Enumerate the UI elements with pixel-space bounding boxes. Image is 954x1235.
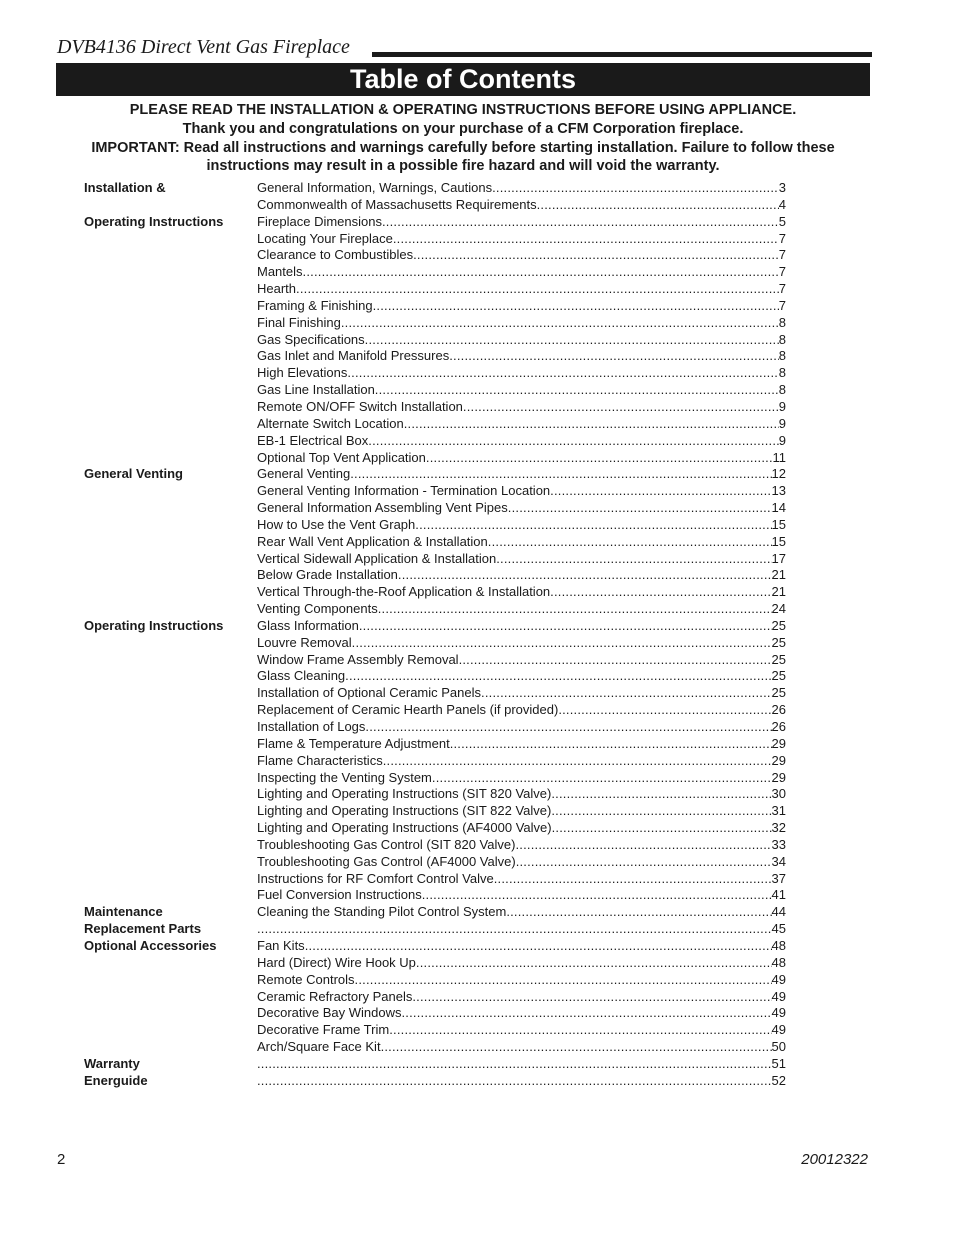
toc-entry — [257, 584, 786, 601]
toc-entry — [257, 298, 786, 315]
toc-page-number: 15 — [771, 533, 786, 549]
toc-entry — [257, 500, 786, 517]
toc-section-label: Installation & — [84, 180, 166, 195]
toc-entry — [257, 247, 786, 264]
toc-row — [84, 1039, 786, 1056]
toc-dot-leader — [365, 332, 779, 349]
toc-dot-leader — [347, 365, 778, 382]
toc-page-number: 32 — [771, 820, 786, 836]
toc-entry — [257, 466, 786, 483]
toc-dot-leader — [352, 635, 772, 652]
toc-dot-leader — [515, 837, 771, 854]
toc-row — [84, 921, 786, 938]
toc-section-label: Maintenance — [84, 904, 163, 920]
header-rule — [372, 52, 872, 57]
toc-page-number: 11 — [772, 449, 786, 465]
toc-list — [84, 180, 786, 1090]
toc-row — [84, 433, 786, 450]
toc-entry — [257, 786, 786, 803]
toc-row — [84, 332, 786, 349]
toc-page-number: 26 — [771, 719, 786, 734]
toc-row — [84, 753, 786, 770]
toc-entry-title: How to Use the Vent Graph — [257, 516, 416, 532]
toc-dot-leader — [296, 281, 779, 298]
toc-dot-leader — [508, 500, 772, 517]
toc-section-label: Operating Instructions — [84, 617, 224, 633]
toc-row — [84, 736, 786, 753]
toc-dot-leader — [463, 399, 779, 416]
toc-dot-leader — [516, 854, 772, 871]
toc-row — [84, 382, 786, 399]
toc-page-number: 7 — [778, 247, 786, 263]
toc-entry-title: Fireplace Dimensions — [257, 213, 382, 229]
toc-entry — [257, 231, 786, 248]
toc-entry-title: Remote ON/OFF Switch Installation — [257, 398, 463, 414]
toc-page-number: 41 — [771, 887, 786, 903]
toc-page-number: 8 — [778, 331, 786, 347]
toc-dot-leader — [432, 770, 772, 787]
toc-page-number: 25 — [771, 651, 786, 667]
toc-dot-leader — [415, 517, 771, 534]
intro-line-2: Thank you and congratulations on your purchase of a CFM Corporation fireplace. — [182, 120, 744, 137]
toc-page-number: 24 — [771, 601, 786, 617]
toc-page-number: 12 — [771, 466, 786, 482]
toc-row — [84, 584, 786, 601]
toc-row — [84, 820, 786, 837]
toc-page-number: 3 — [778, 180, 786, 195]
toc-entry-title: General Venting Information - Termination Location — [257, 483, 551, 499]
toc-page-number: 31 — [771, 803, 786, 819]
toc-page-number: 37 — [771, 870, 786, 886]
toc-entry-title: Replacement of Ceramic Hearth Panels (if provided) — [257, 702, 559, 718]
toc-entry — [257, 315, 786, 332]
toc-entry — [257, 972, 786, 989]
toc-section-label: Operating Instructions — [84, 213, 224, 229]
toc-page-number: 21 — [771, 584, 786, 600]
toc-entry-title: Fuel Conversion Instructions — [257, 887, 422, 903]
toc-dot-leader — [416, 955, 772, 972]
toc-row — [84, 214, 786, 231]
toc-dot-leader — [257, 1056, 772, 1073]
toc-entry — [257, 820, 786, 837]
toc-page-number: 34 — [771, 853, 786, 869]
toc-entry-title: Flame & Temperature Adjustment — [257, 735, 450, 751]
toc-dot-leader — [305, 938, 772, 955]
toc-dot-leader — [303, 264, 779, 281]
toc-entry-title: Rear Wall Vent Application & Installation — [257, 533, 488, 549]
toc-dot-leader — [341, 315, 779, 332]
toc-row — [84, 197, 786, 214]
toc-row — [84, 315, 786, 332]
toc-row — [84, 450, 786, 467]
toc-entry-title: Troubleshooting Gas Control (SIT 820 Valve) — [257, 836, 516, 852]
toc-entry-title: High Elevations — [257, 365, 348, 381]
toc-entry — [257, 382, 786, 399]
toc-page-number: 29 — [771, 752, 786, 768]
toc-dot-leader — [459, 652, 772, 669]
toc-entry-title: Louvre Removal — [257, 634, 352, 650]
toc-entry-title: Decorative Frame Trim — [257, 1022, 390, 1038]
toc-entry-title: Window Frame Assembly Removal — [257, 651, 459, 667]
toc-row — [84, 483, 786, 500]
toc-page-number: 13 — [771, 483, 786, 499]
toc-entry-title: Hard (Direct) Wire Hook Up — [257, 954, 416, 970]
toc-dot-leader — [412, 989, 771, 1006]
toc-entry — [257, 450, 786, 467]
toc-banner: Table of Contents — [56, 63, 870, 96]
toc-page-number: 50 — [771, 1039, 786, 1055]
toc-section-label: Energuide — [84, 1072, 148, 1088]
toc-row — [84, 348, 786, 365]
toc-dot-leader — [422, 887, 772, 904]
toc-entry — [257, 652, 786, 669]
toc-dot-leader — [413, 247, 779, 264]
toc-dot-leader — [350, 466, 771, 483]
toc-dot-leader — [426, 450, 773, 467]
toc-entry-title: Troubleshooting Gas Control (AF4000 Valve) — [257, 853, 516, 869]
toc-entry — [257, 264, 786, 281]
toc-entry — [257, 719, 786, 736]
toc-dot-leader — [345, 668, 771, 685]
toc-row — [84, 264, 786, 281]
toc-page-number: 26 — [771, 702, 786, 718]
toc-page-number: 44 — [771, 904, 786, 920]
toc-row — [84, 803, 786, 820]
toc-page-number: 33 — [771, 836, 786, 852]
toc-dot-leader — [488, 534, 772, 551]
toc-page-number: 29 — [771, 769, 786, 785]
toc-entry-title: Framing & Finishing — [257, 297, 373, 313]
toc-row — [84, 365, 786, 382]
toc-entry — [257, 433, 786, 450]
toc-dot-leader — [496, 551, 771, 568]
toc-entry-title: Lighting and Operating Instructions (AF4000 Valve) — [257, 820, 552, 836]
document-title: DVB4136 Direct Vent Gas Fireplace — [57, 36, 350, 58]
toc-entry — [257, 180, 786, 197]
toc-entry-title: Mantels — [257, 264, 303, 280]
toc-row — [84, 551, 786, 568]
toc-entry — [257, 837, 786, 854]
toc-page-number: 9 — [778, 432, 786, 448]
toc-dot-leader — [550, 584, 771, 601]
intro-notice — [56, 101, 870, 176]
toc-row — [84, 416, 786, 433]
toc-entry-title: Vertical Sidewall Application & Installation — [257, 550, 497, 566]
toc-row — [84, 1073, 786, 1090]
toc-entry — [257, 753, 786, 770]
toc-entry-title: Commonwealth of Massachusetts Requirements — [257, 196, 537, 212]
toc-row — [84, 231, 786, 248]
toc-dot-leader — [378, 601, 772, 618]
toc-entry — [257, 685, 786, 702]
toc-page-number: 49 — [771, 1005, 786, 1021]
toc-row — [84, 399, 786, 416]
toc-row — [84, 770, 786, 787]
toc-page-number: 45 — [771, 921, 786, 937]
toc-entry — [257, 887, 786, 904]
toc-entry — [257, 348, 786, 365]
toc-row — [84, 904, 786, 921]
toc-entry-title: Hearth — [257, 281, 297, 297]
toc-page-number: 5 — [778, 213, 786, 229]
toc-section-label: Warranty — [84, 1055, 140, 1071]
toc-entry — [257, 618, 786, 635]
toc-dot-leader — [257, 1073, 772, 1090]
toc-entry — [257, 1005, 786, 1022]
toc-entry-title: Lighting and Operating Instructions (SIT 822 Valve) — [257, 803, 552, 819]
toc-entry — [257, 989, 786, 1006]
toc-entry — [257, 601, 786, 618]
toc-dot-leader — [551, 786, 771, 803]
toc-entry — [257, 517, 786, 534]
toc-entry-title: Lighting and Operating Instructions (SIT 820 Valve) — [257, 786, 552, 802]
toc-entry-title: Inspecting the Venting System — [257, 769, 432, 785]
toc-dot-leader — [402, 1005, 772, 1022]
toc-row — [84, 955, 786, 972]
toc-row — [84, 618, 786, 635]
toc-entry — [257, 416, 786, 433]
toc-dot-leader — [551, 803, 771, 820]
toc-page-number: 25 — [771, 668, 786, 684]
toc-page-number: 48 — [771, 937, 786, 953]
toc-entry — [257, 904, 786, 921]
toc-entry — [257, 534, 786, 551]
toc-section-label: General Venting — [84, 466, 183, 482]
toc-page-number: 7 — [778, 230, 786, 246]
toc-row — [84, 298, 786, 315]
toc-page-number: 48 — [771, 954, 786, 970]
toc-row — [84, 887, 786, 904]
toc-dot-leader — [389, 1022, 771, 1039]
toc-page-number: 8 — [778, 365, 786, 381]
toc-dot-leader — [373, 298, 779, 315]
toc-entry-title: Gas Inlet and Manifold Pressures — [257, 348, 450, 364]
toc-entry — [257, 197, 786, 214]
toc-entry — [257, 483, 786, 500]
toc-entry-title: Installation of Optional Ceramic Panels — [257, 685, 482, 701]
toc-dot-leader — [375, 382, 779, 399]
toc-row — [84, 601, 786, 618]
toc-row — [84, 652, 786, 669]
toc-entry — [257, 1022, 786, 1039]
toc-entry — [257, 921, 786, 938]
toc-entry — [257, 770, 786, 787]
document-header — [57, 36, 872, 62]
toc-page-number: 17 — [771, 550, 786, 566]
toc-page-number: 49 — [771, 1022, 786, 1038]
toc-dot-leader — [552, 820, 772, 837]
toc-page-number: 8 — [778, 314, 786, 330]
toc-entry-title: Optional Top Vent Application — [257, 449, 426, 465]
intro-line-1: PLEASE READ THE INSTALLATION & OPERATING INSTRUCTIONS BEFORE USING APPLIANCE. — [129, 102, 797, 118]
toc-entry — [257, 1056, 786, 1073]
intro-line-3: IMPORTANT: Read all instructions and warnings carefully before starting installation. Failure to follow these — [91, 139, 835, 156]
toc-entry — [257, 1039, 786, 1056]
toc-entry — [257, 567, 786, 584]
toc-entry-title: EB-1 Electrical Box — [257, 432, 369, 448]
toc-page-number: 30 — [771, 786, 786, 802]
toc-entry — [257, 955, 786, 972]
toc-page-number: 51 — [771, 1055, 786, 1071]
document-number: 20012322 — [801, 1151, 868, 1168]
toc-page-number: 15 — [771, 516, 786, 532]
toc-dot-leader — [404, 416, 779, 433]
toc-dot-leader — [558, 702, 771, 719]
toc-entry-title: General Venting — [257, 466, 351, 482]
toc-page-number: 7 — [778, 297, 786, 313]
toc-entry-title: Ceramic Refractory Panels — [257, 988, 413, 1004]
toc-dot-leader — [257, 921, 772, 938]
toc-dot-leader — [381, 1039, 772, 1056]
toc-page-number: 8 — [778, 348, 786, 364]
toc-entry — [257, 551, 786, 568]
toc-entry — [257, 736, 786, 753]
toc-section-label: Replacement Parts — [84, 921, 202, 937]
toc-entry — [257, 1073, 786, 1090]
toc-entry-title: Alternate Switch Location — [257, 415, 404, 431]
toc-page-number: 8 — [778, 382, 786, 398]
toc-entry — [257, 399, 786, 416]
toc-dot-leader — [398, 567, 772, 584]
toc-row — [84, 871, 786, 888]
toc-entry-title: General Information Assembling Vent Pipes — [257, 500, 508, 516]
page-number: 2 — [57, 1151, 66, 1168]
toc-entry — [257, 938, 786, 955]
toc-entry-title: Gas Line Installation — [257, 382, 375, 398]
toc-row — [84, 500, 786, 517]
toc-page-number: 4 — [778, 196, 786, 212]
toc-row — [84, 719, 786, 736]
toc-dot-leader — [449, 348, 779, 365]
toc-page-number: 52 — [771, 1072, 786, 1088]
toc-entry-title: Final Finishing — [257, 314, 341, 330]
toc-entry-title: Locating Your Fireplace — [257, 230, 393, 246]
toc-entry-title: Venting Components — [257, 601, 378, 617]
toc-row — [84, 786, 786, 803]
toc-dot-leader — [368, 433, 779, 450]
toc-entry — [257, 871, 786, 888]
toc-entry-title: Glass Cleaning — [257, 668, 346, 684]
toc-row — [84, 854, 786, 871]
toc-row — [84, 1022, 786, 1039]
toc-row — [84, 989, 786, 1006]
toc-dot-leader — [359, 618, 772, 635]
intro-line-4: instructions may result in a possible fire hazard and will void the warranty. — [206, 158, 720, 175]
toc-dot-leader — [492, 180, 779, 197]
toc-entry — [257, 668, 786, 685]
toc-row — [84, 534, 786, 551]
toc-page-number: 29 — [771, 735, 786, 751]
toc-entry-title: Arch/Square Face Kit — [257, 1039, 381, 1055]
toc-entry — [257, 214, 786, 231]
toc-dot-leader — [365, 719, 771, 736]
toc-page-number: 9 — [778, 398, 786, 414]
toc-entry-title: Fan Kits — [257, 937, 305, 953]
toc-page-number: 7 — [778, 264, 786, 280]
toc-entry — [257, 365, 786, 382]
toc-dot-leader — [382, 214, 779, 231]
toc-entry-title: Below Grade Installation — [257, 567, 398, 583]
toc-entry-title: Cleaning the Standing Pilot Control System — [257, 904, 507, 920]
toc-page-number: 49 — [771, 971, 786, 987]
toc-entry — [257, 635, 786, 652]
toc-page-number: 7 — [778, 281, 786, 297]
toc-row — [84, 1056, 786, 1073]
toc-entry-title: Instructions for RF Comfort Control Valve — [257, 870, 494, 886]
toc-page-number: 21 — [771, 567, 786, 583]
toc-entry-title: General Information, Warnings, Cautions — [257, 180, 493, 195]
toc-page-number: 25 — [771, 685, 786, 701]
toc-row — [84, 837, 786, 854]
toc-row — [84, 635, 786, 652]
toc-dot-leader — [550, 483, 771, 500]
toc-page-number: 25 — [771, 617, 786, 633]
toc-page-number: 9 — [778, 415, 786, 431]
toc-row — [84, 517, 786, 534]
toc-row — [84, 247, 786, 264]
toc-dot-leader — [481, 685, 772, 702]
toc-dot-leader — [383, 753, 772, 770]
toc-entry-title: Gas Specifications — [257, 331, 365, 347]
toc-entry — [257, 803, 786, 820]
toc-entry — [257, 332, 786, 349]
toc-row — [84, 702, 786, 719]
toc-row — [84, 685, 786, 702]
toc-entry-title: Clearance to Combustibles — [257, 247, 414, 263]
toc-dot-leader — [494, 871, 772, 888]
toc-dot-leader — [355, 972, 772, 989]
toc-entry-title: Flame Characteristics — [257, 752, 383, 768]
toc-row — [84, 180, 786, 197]
toc-row — [84, 668, 786, 685]
toc-row — [84, 938, 786, 955]
toc-entry-title: Installation of Logs — [257, 719, 366, 734]
toc-entry — [257, 281, 786, 298]
toc-page-number: 14 — [771, 500, 786, 516]
toc-dot-leader — [506, 904, 771, 921]
toc-row — [84, 466, 786, 483]
toc-dot-leader — [450, 736, 772, 753]
toc-entry — [257, 702, 786, 719]
toc-row — [84, 567, 786, 584]
toc-entry-title: Remote Controls — [257, 971, 355, 987]
toc-section-label: Optional Accessories — [84, 937, 217, 953]
toc-dot-leader — [393, 231, 779, 248]
toc-dot-leader — [537, 197, 779, 214]
toc-entry-title: Decorative Bay Windows — [257, 1005, 402, 1021]
toc-row — [84, 281, 786, 298]
toc-page-number: 49 — [771, 988, 786, 1004]
toc-page-number: 25 — [771, 634, 786, 650]
toc-entry-title: Vertical Through-the-Roof Application & Installation — [257, 584, 551, 600]
toc-row — [84, 972, 786, 989]
toc-entry — [257, 854, 786, 871]
toc-row — [84, 1005, 786, 1022]
toc-entry-title: Glass Information — [257, 617, 359, 633]
